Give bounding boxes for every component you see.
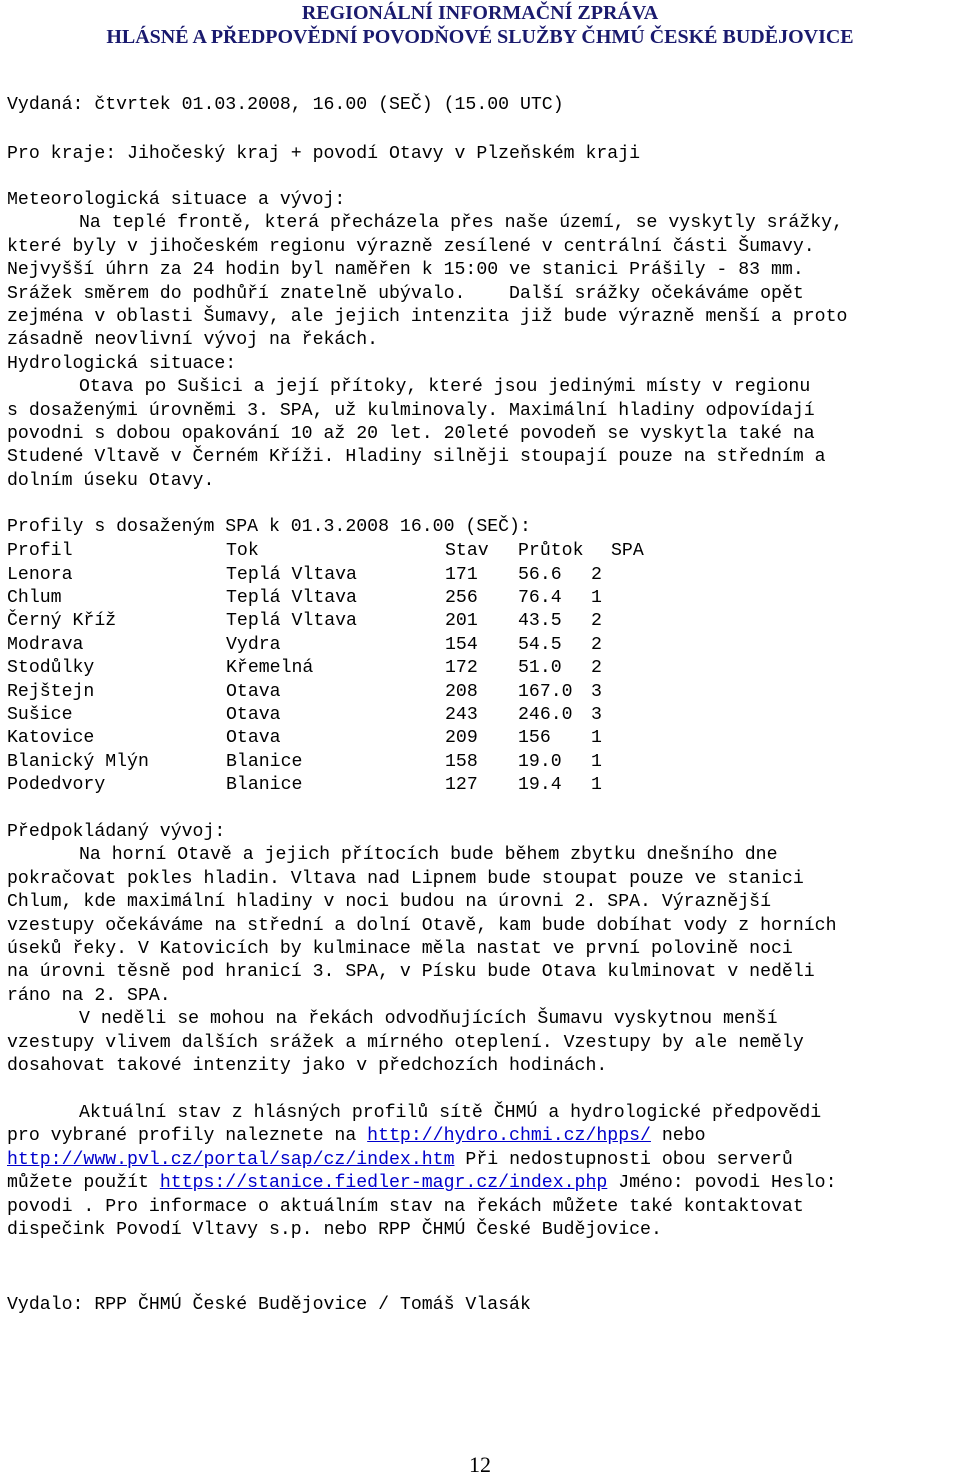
profile-name: Modrava [7, 634, 84, 655]
river-name: Teplá Vltava [226, 564, 357, 585]
river-name: Teplá Vltava [226, 587, 357, 608]
spa-level: 1 [591, 751, 602, 772]
spa-level: 1 [591, 728, 602, 749]
river-name: Otava [226, 681, 281, 702]
discharge: 43.5 [518, 611, 562, 632]
header-line-2: HLÁSNÉ A PŘEDPOVĚDNÍ POVODŇOVÉ SLUŽBY ČHMÚ ČESKÉ BUDĚJOVICE [106, 26, 854, 48]
hydro-chmi-link[interactable]: http://hydro.chmi.cz/hpps/ [367, 1126, 651, 1147]
column-header: Stav [445, 541, 489, 561]
profile-name: Rejštejn [7, 681, 95, 702]
river-name: Otava [226, 728, 281, 749]
forecast-line: vzestupy očekáváme na střední a dolní Otavě, kam bude dobíhat vody z horních [7, 915, 837, 936]
profile-name: Blanický Mlýn [7, 751, 149, 772]
column-header: Profil [7, 541, 73, 561]
meteo-section [7, 189, 847, 493]
forecast-line: vzestupy vlivem dalších srážek a mírného oteplení. Vzestupy by ale neměly [7, 1032, 804, 1053]
table-header [7, 540, 644, 563]
profile-name: Podedvory [7, 775, 106, 796]
forecast-line: ráno na 2. SPA. [7, 985, 171, 1006]
links-text: Jméno: povodi Heslo: [607, 1173, 837, 1194]
hydro-line: Studené Vltavě v Černém Kříži. Hladiny silněji stoupají pouze na středním a [7, 447, 826, 468]
signature: Vydalo: RPP ČHMÚ České Budějovice / Tomáš Vlasák [7, 1295, 531, 1315]
river-name: Vydra [226, 634, 281, 655]
spa-level: 3 [591, 681, 602, 702]
spa-level: 3 [591, 704, 602, 725]
links-section [7, 1102, 837, 1242]
meteo-line: které byly v jihočeském regionu výrazně zesílené v centrální části Šumavy. [7, 236, 815, 257]
meteo-line: Srážek směrem do podhůří znatelně ubývalo. Další srážky očekáváme opět [7, 283, 804, 304]
hydro-line: s dosaženými úrovněmi 3. SPA, už kulminovaly. Maximální hladiny odpovídají [7, 400, 815, 421]
water-level: 209 [445, 728, 478, 749]
discharge: 76.4 [518, 587, 562, 608]
spa-level: 2 [591, 564, 602, 585]
water-level: 171 [445, 564, 478, 585]
profile-name: Lenora [7, 564, 73, 585]
links-line [7, 1172, 837, 1195]
pvl-portal-link[interactable]: http://www.pvl.cz/portal/sap/cz/index.htm [7, 1149, 455, 1170]
column-header: Průtok [518, 541, 584, 561]
profile-name: Sušice [7, 704, 73, 725]
forecast-line: V neděli se mohou na řekách odvodňujících Šumavu vyskytnou menší [79, 1009, 778, 1030]
river-name: Křemelná [226, 658, 314, 679]
river-name: Teplá Vltava [226, 611, 357, 632]
water-level: 208 [445, 681, 478, 702]
spa-level: 2 [591, 658, 602, 679]
profile-name: Stodůlky [7, 658, 95, 679]
column-header: Tok [226, 541, 259, 561]
column-header: SPA [611, 541, 644, 561]
spa-level: 2 [591, 611, 602, 632]
water-level: 154 [445, 634, 478, 655]
issued-date: Vydaná: čtvrtek 01.03.2008, 16.00 (SEČ) (15.00 UTC) [7, 95, 564, 115]
hydro-line: Otava po Sušici a její přítoky, které jsou jedinými místy v regionu [79, 377, 811, 398]
forecast-line: na úrovni těsně pod hranicí 3. SPA, v Písku bude Otava kulminovat v neděli [7, 962, 815, 983]
forecast-section [7, 821, 837, 1078]
discharge: 56.6 [518, 564, 562, 585]
links-line: povodi . Pro informace o aktuálním stav na řekách můžete také kontaktovat [7, 1196, 804, 1217]
links-text: můžete použít [7, 1173, 160, 1194]
water-level: 243 [445, 704, 478, 725]
profile-name: Chlum [7, 587, 62, 608]
links-line: Aktuální stav z hlásných profilů sítě ČHMÚ a hydrologické předpovědi [79, 1103, 822, 1123]
fiedler-magr-link[interactable]: https://stanice.fiedler-magr.cz/index.php [159, 1173, 608, 1194]
forecast-line: Chlum, kde maximální hladiny v noci budou na úrovni 2. SPA. Výraznější [7, 892, 771, 913]
header-line-1: REGIONÁLNÍ INFORMAČNÍ ZPRÁVA [301, 2, 659, 24]
forecast-line: Na horní Otavě a jejich přítocích bude během zbytku dnešního dne [79, 845, 778, 866]
links-text: nebo [650, 1126, 706, 1147]
discharge: 19.4 [518, 775, 562, 796]
water-level: 127 [445, 775, 478, 796]
discharge: 51.0 [518, 658, 562, 679]
links-text: pro vybrané profily naleznete na [7, 1126, 368, 1147]
discharge: 19.0 [518, 751, 562, 772]
discharge: 54.5 [518, 634, 562, 655]
water-level: 172 [445, 658, 478, 679]
hydro-line: povodni s dobou opakování 10 až 20 let. 20leté povodeň se vyskytla také na [7, 424, 815, 445]
meteo-line: zásadně neovlivní vývoj na řekách. [7, 330, 379, 351]
profile-name: Černý Kříž [7, 611, 117, 632]
water-level: 256 [445, 587, 478, 608]
river-name: Blanice [226, 751, 303, 772]
discharge: 156 [518, 728, 551, 749]
forecast-line: pokračovat pokles hladin. Vltava nad Lipnem bude stoupat pouze ve stanici [7, 868, 804, 889]
forecast-line: dosahovat takové intenzity jako v předchozích hodinách. [7, 1056, 608, 1077]
meteo-line: zejména v oblasti Šumavy, ale jejich intenzita již bude výrazně menší a proto [7, 307, 848, 328]
links-line: dispečink Povodí Vltavy s.p. nebo RPP ČHMÚ České Budějovice. [7, 1220, 662, 1241]
discharge: 246.0 [518, 704, 573, 725]
forecast-line: úseků řeky. V Katovicích by kulminace měla nastat ve první polovině noci [7, 939, 793, 960]
page-number: 12 [469, 1452, 491, 1477]
river-name: Blanice [226, 775, 303, 796]
discharge: 167.0 [518, 681, 573, 702]
spa-level: 2 [591, 634, 602, 655]
links-text: Při nedostupnosti obou serverů [454, 1149, 793, 1170]
river-name: Otava [226, 704, 281, 725]
spa-level: 1 [591, 587, 602, 608]
hydro-title: Hydrologická situace: [7, 353, 237, 374]
regions: Pro kraje: Jihočeský kraj + povodí Otavy v Plzeňském kraji [7, 144, 641, 164]
water-level: 158 [445, 751, 478, 772]
spa-level: 1 [591, 775, 602, 796]
links-line [7, 1149, 837, 1172]
water-level: 201 [445, 611, 478, 632]
meteo-title: Meteorologická situace a vývoj: [7, 190, 346, 210]
links-line [7, 1125, 837, 1148]
hydro-line: dolním úseku Otavy. [7, 470, 215, 491]
profiles-title: Profily s dosaženým SPA k 01.3.2008 16.00 (SEČ): [7, 517, 531, 537]
meteo-line: Nejvyšší úhrn za 24 hodin byl naměřen k 15:00 ve stanici Prášily - 83 mm. [7, 260, 804, 281]
meteo-line: Na teplé frontě, která přecházela přes naše území, se vyskytly srážky, [79, 213, 843, 234]
profile-name: Katovice [7, 728, 95, 749]
forecast-title: Předpokládaný vývoj: [7, 822, 226, 842]
